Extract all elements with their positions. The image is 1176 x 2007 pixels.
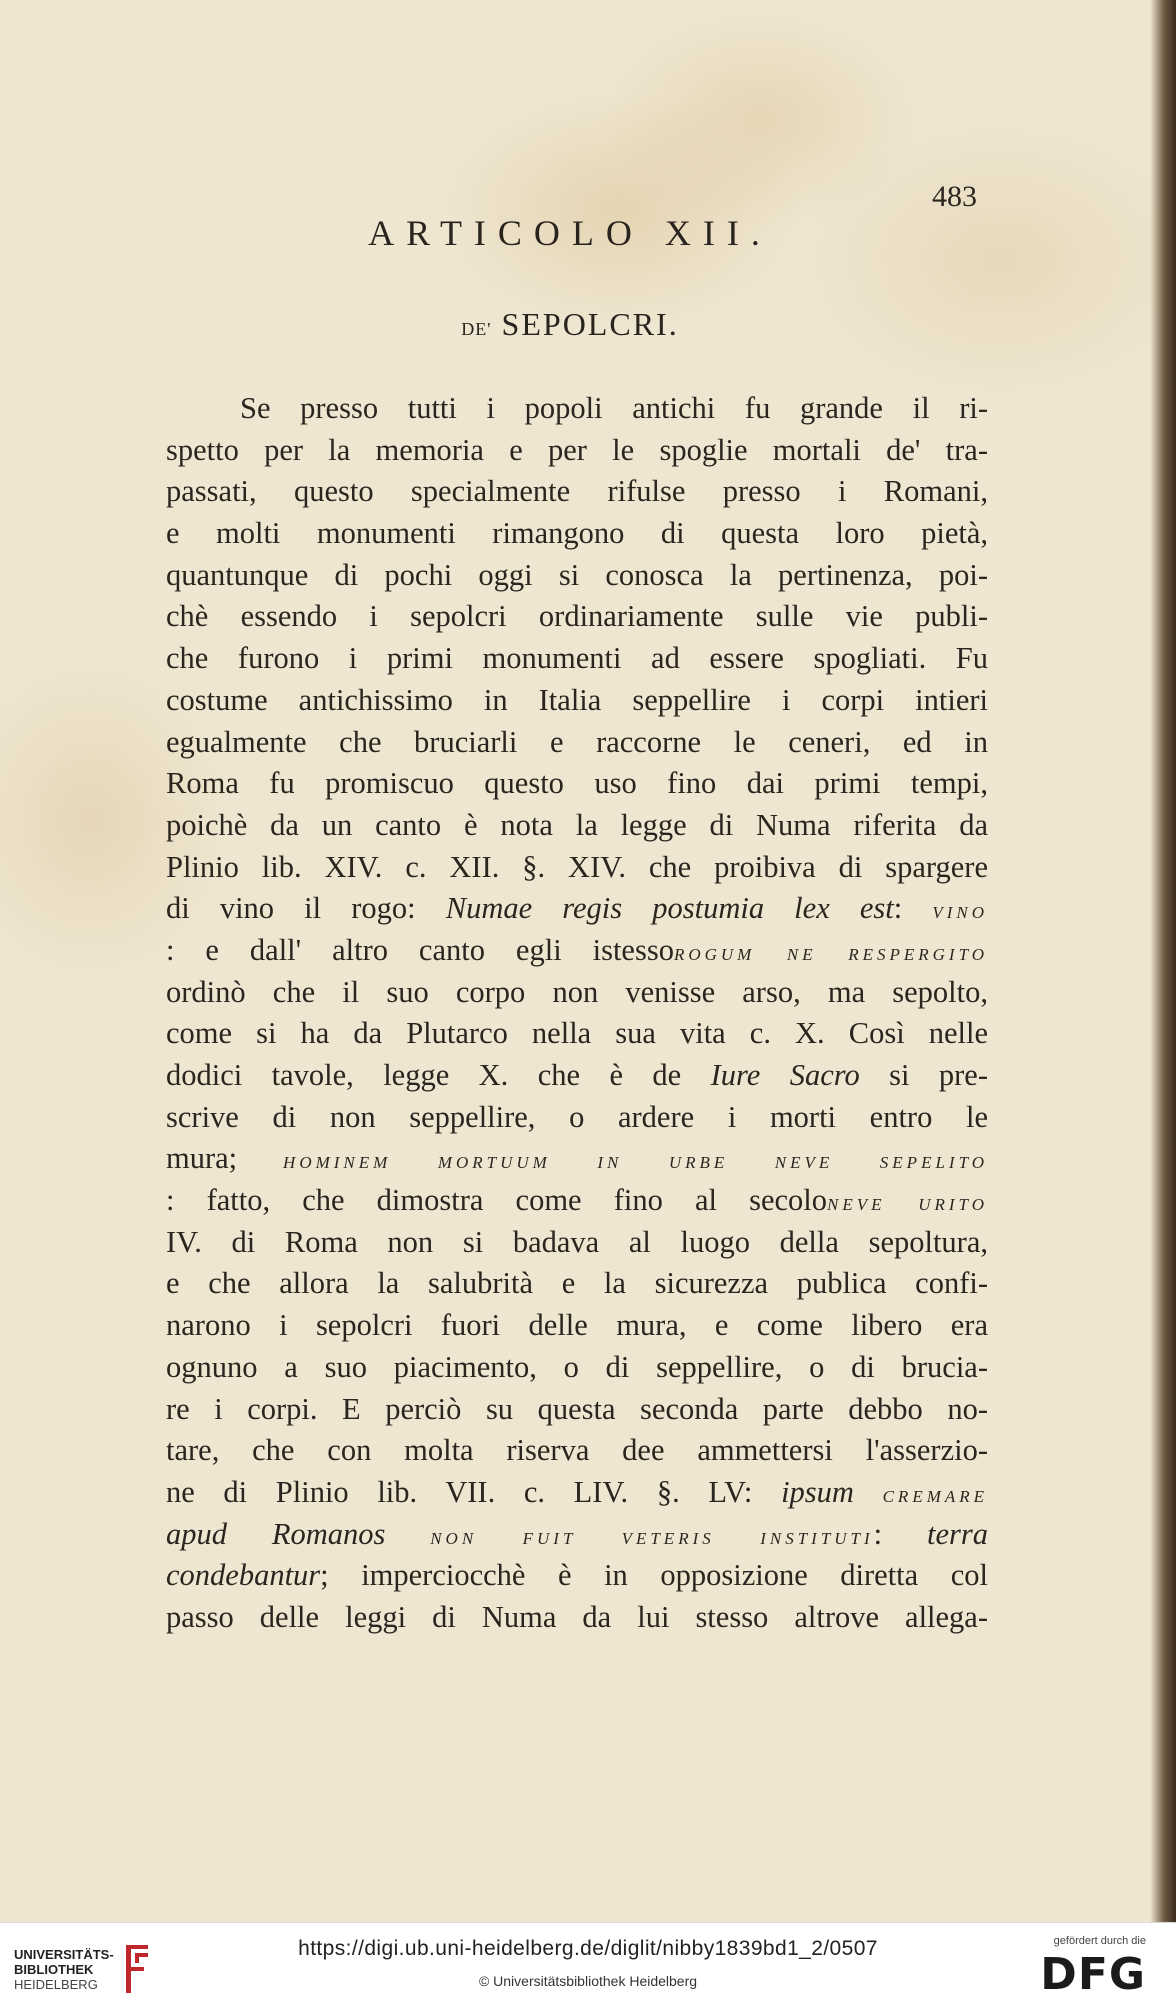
text-line	[166, 1430, 988, 1472]
text-line	[166, 1222, 988, 1264]
text-line	[166, 680, 988, 722]
text-run: passo delle leggi di Numa da lui stesso altrove allega-	[166, 1599, 988, 1634]
text-run: mura;	[166, 1141, 284, 1176]
page-number: 483	[932, 180, 977, 213]
text-line	[166, 513, 988, 555]
text-run: e che allora la salubrità e la sicurezza publica confi-	[166, 1266, 988, 1301]
text-run: :	[873, 1516, 927, 1551]
text-run: costume antichissimo in Italia seppellire i corpi intieri	[166, 682, 988, 717]
text-run: ordinò che il suo corpo non venisse arso, ma sepolto,	[166, 974, 988, 1009]
text-line	[166, 1472, 988, 1514]
text-run: di vino il rogo:	[166, 891, 446, 926]
text-run: egualmente che bruciarli e raccorne le ceneri, ed in	[166, 724, 988, 759]
text-run: spetto per la memoria e per le spoglie mortali de' tra-	[166, 432, 988, 467]
text-run	[854, 1475, 883, 1509]
text-line	[166, 638, 988, 680]
text-line	[166, 930, 988, 972]
text-line	[166, 1138, 988, 1180]
text-run: scrive di non seppellire, o ardere i morti entro le	[166, 1099, 988, 1134]
text-line	[166, 596, 988, 638]
text-line	[166, 888, 988, 930]
body-text	[166, 388, 988, 1639]
italic-phrase: condebantur	[166, 1558, 321, 1593]
text-run: :	[893, 891, 933, 926]
viewer-footer	[0, 1922, 1176, 2007]
logo-line: HEIDELBERG	[14, 1977, 98, 1992]
text-line	[166, 1347, 988, 1389]
text-line	[166, 1555, 988, 1597]
italic-phrase: ipsum	[781, 1474, 854, 1509]
section-heading-prefix: DE'	[461, 319, 492, 339]
text-line	[166, 1263, 988, 1305]
text-run: chè essendo i sepolcri ordinariamente sulle vie publi-	[166, 599, 988, 634]
text-line	[166, 1305, 988, 1347]
text-run: Se presso tutti i popoli antichi fu grande il ri-	[240, 391, 988, 425]
text-run: narono i sepolcri fuori delle mura, e come libero era	[166, 1308, 988, 1343]
text-run: re i corpi. E perciò su questa seconda parte debbo no-	[166, 1391, 988, 1426]
dfg-logo[interactable]: DFG	[1040, 1949, 1146, 2000]
text-run: ne di Plinio lib. VII. c. LIV. §. LV:	[166, 1474, 782, 1509]
text-line	[166, 763, 988, 805]
text-line	[166, 1180, 988, 1222]
text-line	[166, 805, 988, 847]
text-run: ; imperciocchè è in opposizione diretta col	[320, 1558, 988, 1593]
text-line	[166, 388, 988, 430]
latin-quote: ROGUM NE RESPERGITO	[673, 944, 988, 964]
latin-quote: HOMINEM MORTUUM IN URBE NEVE SEPELITO	[283, 1153, 988, 1173]
text-run: e molti monumenti rimangono di questa loro pietà,	[166, 516, 988, 551]
text-line	[166, 1055, 988, 1097]
section-heading	[0, 306, 1140, 343]
text-line	[166, 1013, 988, 1055]
text-run: quantunque di pochi oggi si conosca la pertinenza, poi-	[166, 557, 988, 592]
text-line	[166, 430, 988, 472]
funder-label: gefördert durch die	[1053, 1935, 1146, 1947]
text-run: si pre-	[859, 1058, 988, 1092]
logo-line: BIBLIOTHEK	[14, 1962, 94, 1977]
text-line	[166, 847, 988, 889]
text-run: passati, questo specialmente rifulse presso i Romani,	[166, 474, 988, 509]
latin-quote: NEVE URITO	[827, 1195, 988, 1215]
article-heading: ARTICOLO XII.	[368, 213, 772, 253]
text-run: Roma fu promiscuo questo uso fino dai primi tempi,	[166, 766, 988, 801]
latin-quote: NON FUIT VETERIS INSTITUTI	[430, 1528, 874, 1548]
book-binding-edge	[1150, 0, 1176, 1922]
text-run: dodici tavole, legge X. che è de	[166, 1058, 711, 1092]
text-run: ognuno a suo piacimento, o di seppellire, o di brucia-	[166, 1349, 988, 1384]
text-run: : fatto, che dimostra come fino al secolo	[166, 1183, 827, 1218]
italic-phrase: terra	[927, 1516, 988, 1551]
text-line	[166, 1097, 988, 1139]
section-heading-title: SEPOLCRI.	[501, 306, 679, 342]
logo-line: UNIVERSITÄTS-	[14, 1947, 114, 1962]
text-run: : e dall' altro canto egli istesso	[166, 932, 674, 967]
text-run: che furono i primi monumenti ad essere spogliati. Fu	[166, 641, 988, 676]
text-run: IV. di Roma non si badava al luogo della sepoltura,	[166, 1224, 988, 1259]
text-line	[166, 722, 988, 764]
text-run: poichè da un canto è nota la legge di Numa riferita da	[166, 807, 988, 842]
text-line	[166, 471, 988, 513]
italic-phrase: Numae regis postumia lex est	[445, 891, 894, 926]
copyright-notice: © Universitätsbibliothek Heidelberg	[478, 1973, 698, 1989]
text-line	[166, 972, 988, 1014]
text-line	[166, 1514, 988, 1556]
text-line	[166, 555, 988, 597]
text-run: Plinio lib. XIV. c. XII. §. XIV. che proibiva di spargere	[166, 849, 988, 884]
text-run: come si ha da Plutarco nella sua vita c. X. Così nelle	[166, 1016, 988, 1051]
text-line	[166, 1597, 988, 1639]
page-url-link[interactable]: https://digi.ub.uni-heidelberg.de/diglit/nibby1839bd1_2/0507	[298, 1937, 878, 1960]
text-run: tare, che con molta riserva dee ammettersi l'asserzio-	[166, 1433, 988, 1468]
text-line	[166, 1389, 988, 1431]
italic-phrase: Iure Sacro	[710, 1058, 860, 1092]
latin-quote: VINO	[932, 903, 988, 923]
latin-quote: CREMARE	[882, 1486, 989, 1506]
italic-phrase: apud Romanos	[166, 1516, 386, 1551]
text-run	[385, 1517, 430, 1551]
